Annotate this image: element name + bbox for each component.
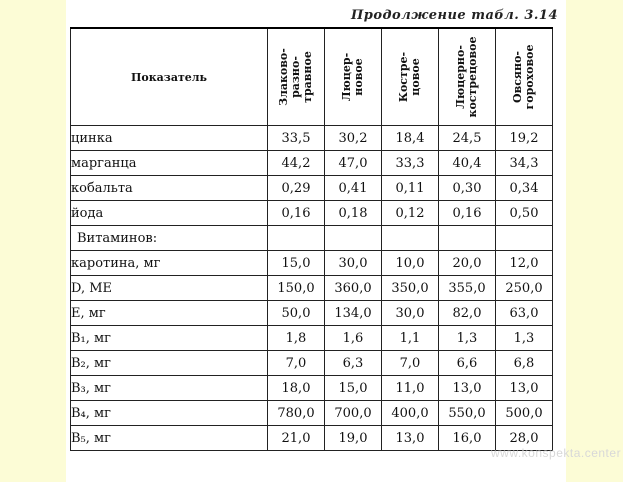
- table-cell: 13,0: [439, 376, 496, 401]
- table-cell: 16,0: [439, 426, 496, 451]
- table-cell: 0,34: [496, 176, 553, 201]
- table-cell: 20,0: [439, 251, 496, 276]
- header-col-2-label: Люцер- новое: [340, 52, 365, 102]
- header-col-5: [496, 28, 553, 126]
- table-cell: 44,2: [268, 151, 325, 176]
- table-cell: [496, 226, 553, 251]
- table-cell: 500,0: [496, 401, 553, 426]
- watermark: www.konspekta.center: [491, 446, 622, 460]
- table-cell: 7,0: [382, 351, 439, 376]
- header-col-1: [268, 28, 325, 126]
- row-label: цинка: [71, 126, 268, 151]
- table-row: [71, 226, 553, 251]
- table-row: [71, 151, 553, 176]
- table-row: [71, 201, 553, 226]
- row-label: B₁, мг: [71, 326, 268, 351]
- table-cell: 19,2: [496, 126, 553, 151]
- table-cell: 33,3: [382, 151, 439, 176]
- table-cell: 47,0: [325, 151, 382, 176]
- table-cell: [268, 226, 325, 251]
- table-cell: 34,3: [496, 151, 553, 176]
- table-cell: 1,8: [268, 326, 325, 351]
- table-cell: 21,0: [268, 426, 325, 451]
- table-cell: 550,0: [439, 401, 496, 426]
- table-cell: 6,6: [439, 351, 496, 376]
- table-cell: 6,3: [325, 351, 382, 376]
- row-label: йода: [71, 201, 268, 226]
- row-label: B₃, мг: [71, 376, 268, 401]
- header-col-3-label: Костре- цовое: [397, 51, 422, 103]
- row-label: D, МЕ: [71, 276, 268, 301]
- table-header-row: [71, 28, 553, 126]
- table-cell: 13,0: [382, 426, 439, 451]
- table-cell: 15,0: [325, 376, 382, 401]
- table-row: [71, 401, 553, 426]
- row-label: Е, мг: [71, 301, 268, 326]
- table-cell: 18,4: [382, 126, 439, 151]
- table-cell: 0,16: [439, 201, 496, 226]
- table-row: [71, 176, 553, 201]
- table-cell: 18,0: [268, 376, 325, 401]
- table-row: [71, 301, 553, 326]
- table-caption: Продолжение табл. 3.14: [350, 8, 558, 23]
- table-cell: 0,30: [439, 176, 496, 201]
- table-cell: 12,0: [496, 251, 553, 276]
- table-cell: 360,0: [325, 276, 382, 301]
- row-label: B₅, мг: [71, 426, 268, 451]
- table-cell: 0,12: [382, 201, 439, 226]
- header-param: Показатель: [71, 28, 268, 126]
- table-cell: 19,0: [325, 426, 382, 451]
- header-col-1-label: Злаково- разно- травное: [277, 48, 314, 106]
- table-cell: 30,0: [382, 301, 439, 326]
- table-cell: 350,0: [382, 276, 439, 301]
- table-cell: 28,0: [496, 426, 553, 451]
- table-row: [71, 376, 553, 401]
- table-cell: 1,1: [382, 326, 439, 351]
- table-cell: 6,8: [496, 351, 553, 376]
- table-cell: 40,4: [439, 151, 496, 176]
- table-row: [71, 276, 553, 301]
- table-row: [71, 251, 553, 276]
- table-cell: 50,0: [268, 301, 325, 326]
- table-cell: 11,0: [382, 376, 439, 401]
- header-col-2: [325, 28, 382, 126]
- row-label: марганца: [71, 151, 268, 176]
- row-label: B₂, мг: [71, 351, 268, 376]
- table-cell: 134,0: [325, 301, 382, 326]
- table-cell: [325, 226, 382, 251]
- table-cell: 700,0: [325, 401, 382, 426]
- row-label: каротина, мг: [71, 251, 268, 276]
- table-cell: 0,11: [382, 176, 439, 201]
- table-row: [71, 426, 553, 451]
- table-cell: 1,3: [439, 326, 496, 351]
- row-label: B₄, мг: [71, 401, 268, 426]
- table-cell: 0,50: [496, 201, 553, 226]
- table-cell: 15,0: [268, 251, 325, 276]
- document-page: [66, 0, 622, 482]
- table-cell: [382, 226, 439, 251]
- table-cell: 7,0: [268, 351, 325, 376]
- table-cell: 33,5: [268, 126, 325, 151]
- table-cell: 780,0: [268, 401, 325, 426]
- table-cell: 13,0: [496, 376, 553, 401]
- table-cell: 0,41: [325, 176, 382, 201]
- header-col-4-label: Люцерно- кострецовое: [454, 36, 479, 118]
- table-cell: [439, 226, 496, 251]
- header-col-5-label: Овсяно- гороховое: [511, 44, 536, 110]
- table-cell: 1,6: [325, 326, 382, 351]
- table-cell: 30,2: [325, 126, 382, 151]
- table-cell: 24,5: [439, 126, 496, 151]
- header-col-4: [439, 28, 496, 126]
- table-row: [71, 351, 553, 376]
- table-cell: 150,0: [268, 276, 325, 301]
- table-cell: 250,0: [496, 276, 553, 301]
- table-cell: 82,0: [439, 301, 496, 326]
- table-cell: 0,18: [325, 201, 382, 226]
- table-row: [71, 126, 553, 151]
- row-label: кобальта: [71, 176, 268, 201]
- table-cell: 355,0: [439, 276, 496, 301]
- table-cell: 63,0: [496, 301, 553, 326]
- row-group-label: Витаминов:: [71, 226, 268, 251]
- table-cell: 30,0: [325, 251, 382, 276]
- table-cell: 1,3: [496, 326, 553, 351]
- table-row: [71, 326, 553, 351]
- table-cell: 10,0: [382, 251, 439, 276]
- data-table: [70, 27, 553, 451]
- table-cell: 400,0: [382, 401, 439, 426]
- table-cell: 0,29: [268, 176, 325, 201]
- table-cell: 0,16: [268, 201, 325, 226]
- header-col-3: [382, 28, 439, 126]
